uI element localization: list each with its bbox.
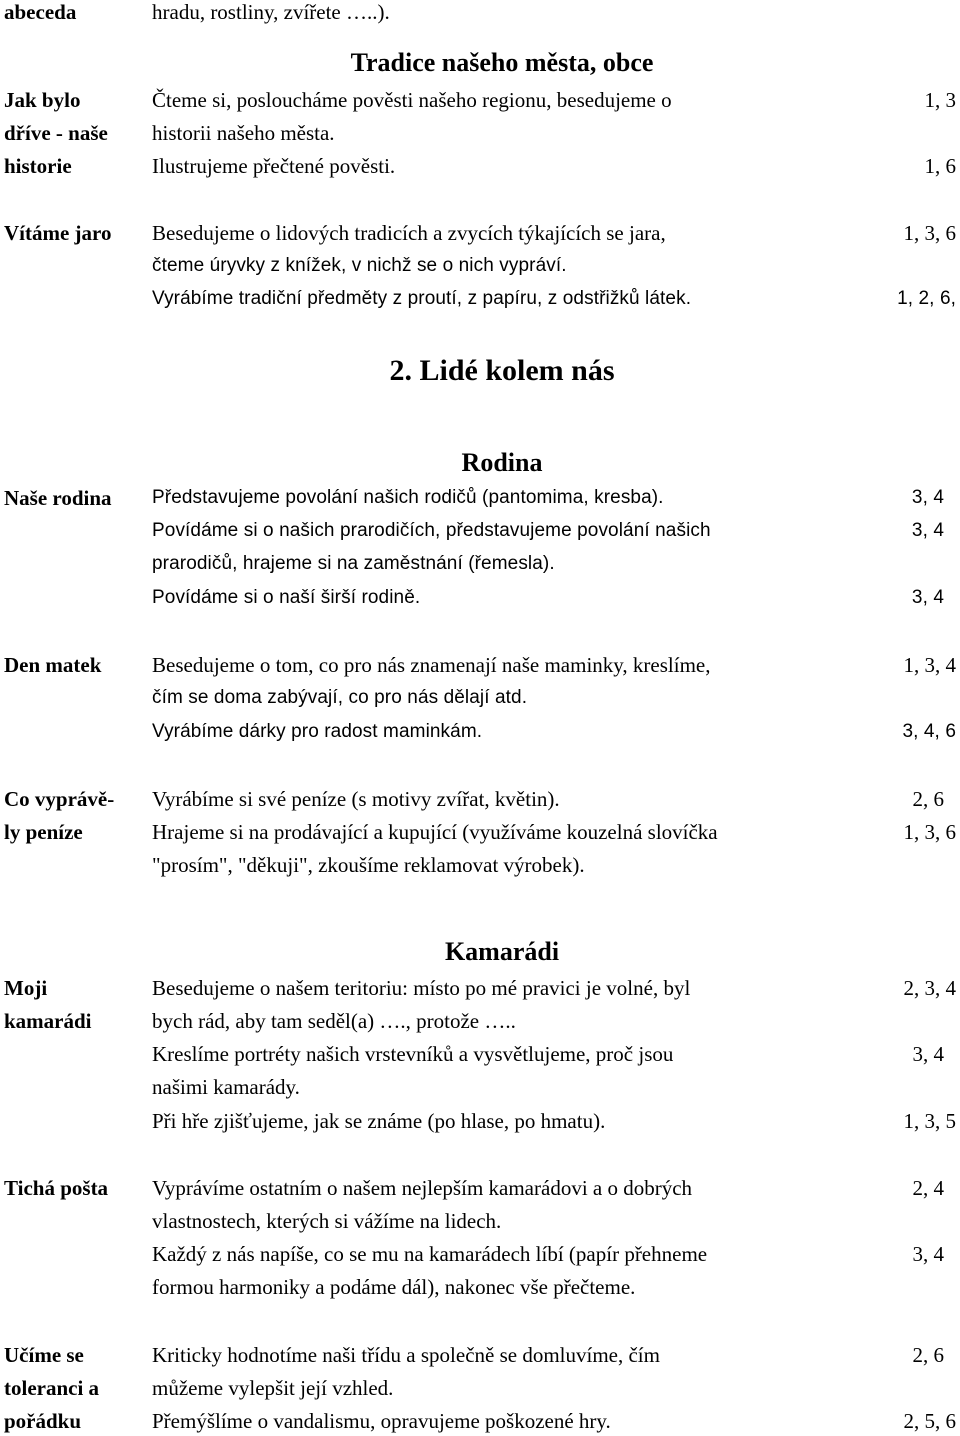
- activity-text: Kriticky hodnotíme naši třídu a společně se domluvíme, čím: [152, 1343, 660, 1367]
- competence-numbers: 1, 3, 4: [903, 653, 956, 677]
- topic-ucime-se-line1: Učíme se: [4, 1343, 84, 1367]
- topic-jak-bylo-line1: Jak bylo: [4, 88, 81, 112]
- activity-text: hradu, rostliny, zvířete …..).: [152, 0, 390, 24]
- competence-numbers: 3, 4: [911, 587, 944, 608]
- section-heading-rodina: Rodina: [461, 448, 543, 477]
- activity-text: Ilustrujeme přečtené pověsti.: [152, 154, 396, 178]
- competence-numbers: 1, 6: [924, 154, 956, 178]
- section-heading-tradice: Tradice našeho města, obce: [350, 48, 654, 77]
- chapter-title: 2. Lidé kolem nás: [389, 354, 615, 387]
- competence-numbers: 1, 3: [924, 88, 956, 112]
- activity-text: Vyrábíme dárky pro radost maminkám.: [152, 721, 483, 742]
- topic-vitame-jaro: Vítáme jaro: [4, 221, 112, 245]
- competence-numbers: 3, 4: [912, 1042, 944, 1066]
- topic-abeceda: abeceda: [4, 0, 77, 24]
- competence-numbers: 2, 6: [912, 1343, 944, 1367]
- activity-text: Besedujeme o našem teritoriu: místo po mé pravici je volné, byl: [152, 976, 691, 1000]
- topic-ucime-se-line2: toleranci a: [4, 1376, 100, 1400]
- activity-text: "prosím", "děkuji", zkoušíme reklamovat výrobek).: [152, 853, 585, 877]
- topic-moji-kamaradi-line1: Moji: [4, 976, 48, 1000]
- activity-text: Povídáme si o našich prarodičích, představujeme povolání našich: [152, 520, 711, 541]
- topic-ticha-posta: Tichá pošta: [4, 1176, 109, 1200]
- activity-text: Povídáme si o naší širší rodině.: [152, 587, 421, 608]
- topic-nase-rodina: Naše rodina: [4, 486, 112, 510]
- competence-numbers: 1, 2, 6,: [897, 288, 956, 309]
- activity-text: Vyrábíme si své peníze (s motivy zvířat, květin).: [152, 787, 560, 811]
- topic-den-matek: Den matek: [4, 653, 102, 677]
- competence-numbers: 1, 3, 6: [903, 820, 956, 844]
- activity-text: Při hře zjišťujeme, jak se známe (po hlase, po hmatu).: [152, 1109, 606, 1133]
- topic-jak-bylo-line2: dříve - naše: [4, 121, 108, 145]
- activity-text: Besedujeme o lidových tradicích a zvycích týkajících se jara,: [152, 221, 666, 245]
- competence-numbers: 3, 4: [912, 1242, 944, 1266]
- section-heading-kamaradi: Kamarádi: [444, 937, 560, 966]
- competence-numbers: 1, 3, 5: [903, 1109, 956, 1133]
- topic-co-vypravely-line2: ly peníze: [4, 820, 83, 844]
- activity-text: našimi kamarády.: [152, 1075, 300, 1099]
- competence-numbers: 3, 4: [911, 487, 944, 508]
- competence-numbers: 2, 6: [912, 787, 944, 811]
- activity-text: prarodičů, hrajeme si na zaměstnání (řemesla).: [152, 553, 555, 574]
- competence-numbers: 3, 4, 6: [902, 721, 956, 742]
- activity-text: můžeme vylepšit její vzhled.: [152, 1376, 394, 1400]
- competence-numbers: 3, 4: [911, 520, 944, 541]
- activity-text: Hrajeme si na prodávající a kupující (využíváme kouzelná slovíčka: [152, 820, 718, 844]
- competence-numbers: 2, 5, 6: [903, 1409, 956, 1433]
- topic-co-vypravely-line1: Co vyprávě-: [4, 787, 115, 811]
- activity-text: Besedujeme o tom, co pro nás znamenají naše maminky, kreslíme,: [152, 653, 711, 677]
- activity-text: čteme úryvky z knížek, v nichž se o nich vypráví.: [152, 255, 567, 276]
- activity-text: Přemýšlíme o vandalismu, opravujeme poškozené hry.: [152, 1409, 611, 1433]
- competence-numbers: 2, 4: [912, 1176, 944, 1200]
- topic-moji-kamaradi-line2: kamarádi: [4, 1009, 92, 1033]
- activity-text: čím se doma zabývají, co pro nás dělají atd.: [152, 687, 528, 708]
- activity-text: Vyrábíme tradiční předměty z proutí, z papíru, z odstřižků látek.: [152, 288, 692, 309]
- activity-text: historii našeho města.: [152, 121, 335, 145]
- competence-numbers: 2, 3, 4: [903, 976, 956, 1000]
- activity-text: Vyprávíme ostatním o našem nejlepším kamarádovi a o dobrých: [152, 1176, 693, 1200]
- activity-text: Kreslíme portréty našich vrstevníků a vysvětlujeme, proč jsou: [152, 1042, 674, 1066]
- topic-jak-bylo-line3: historie: [4, 154, 72, 178]
- activity-text: Představujeme povolání našich rodičů (pantomima, kresba).: [152, 487, 664, 508]
- activity-text: formou harmoniky a podáme dál), nakonec vše přečteme.: [152, 1275, 636, 1299]
- activity-text: Každý z nás napíše, co se mu na kamarádech líbí (papír přehneme: [152, 1242, 708, 1266]
- competence-numbers: 1, 3, 6: [903, 221, 956, 245]
- activity-text: Čteme si, posloucháme pověsti našeho regionu, besedujeme o: [152, 88, 672, 112]
- topic-ucime-se-line3: pořádku: [4, 1409, 82, 1433]
- activity-text: vlastnostech, kterých si vážíme na lidech.: [152, 1209, 502, 1233]
- activity-text: bych rád, aby tam seděl(a) …., protože …..: [152, 1009, 516, 1033]
